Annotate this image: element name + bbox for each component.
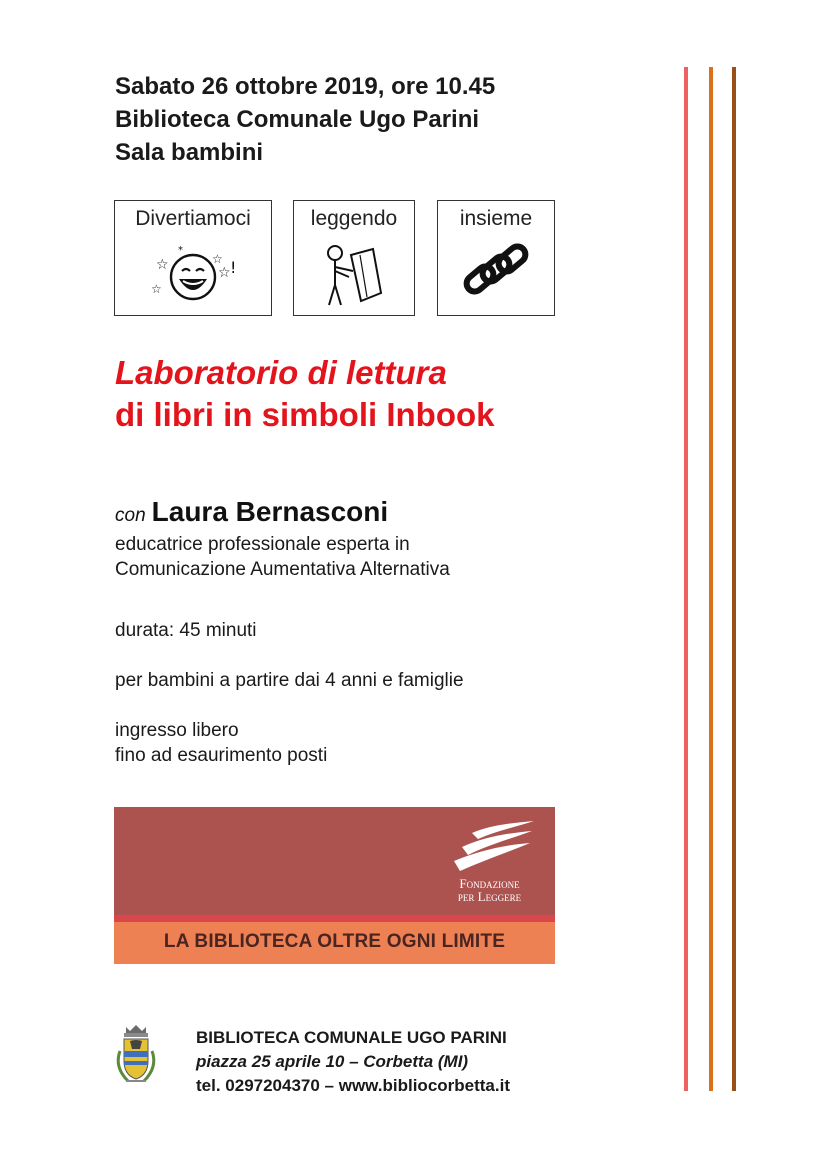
svg-text:☆: ☆ [156,257,169,273]
role-line-2: Comunicazione Aumentativa Alternativa [115,559,450,580]
decorative-line-orange [709,67,713,1091]
entry-line-2: fino ad esaurimento posti [115,745,328,766]
decorative-line-red [684,67,688,1091]
library-footer [196,1026,510,1098]
svg-text:☆: ☆ [151,282,162,296]
event-time: , ore 10.45 [377,73,496,100]
foundation-logo-text [432,877,547,903]
banner-stripe [114,915,555,922]
decorative-line-brown [732,67,736,1091]
entry-info [115,718,327,768]
presenter-prefix: con [115,505,146,526]
presenter [115,496,388,528]
library-address: piazza 25 aprile 10 – Corbetta (MI) [196,1052,469,1071]
duration-text: durata: 45 minuti [115,620,257,641]
svg-text:*: * [178,245,183,256]
event-date: Sabato 26 ottobre 2019 [115,73,378,100]
event-datetime [115,70,495,103]
entry-line-1: ingresso libero [115,720,239,741]
title-line-1: Laboratorio di lettura [115,354,447,391]
foundation-banner [114,807,555,964]
symbol-label: insieme [459,207,533,230]
symbol-label: leggendo [310,207,398,230]
symbol-card-divertiamoci [114,200,272,316]
library-contact: tel. 0297204370 – www.bibliocorbetta.it [196,1076,510,1095]
event-venue: Biblioteca Comunale Ugo Parini [115,106,480,133]
event-header [115,70,495,169]
event-title [115,352,495,436]
title-line-2: di libri in simboli Inbook [115,396,495,433]
audience-text: per bambini a partire dai 4 anni e famiglie [115,670,464,691]
svg-text:☆: ☆ [212,252,223,266]
library-name: BIBLIOTECA COMUNALE UGO PARINI [196,1028,507,1047]
presenter-role [115,532,450,582]
symbol-card-insieme [437,200,555,316]
symbol-card-leggendo [293,200,415,316]
laughing-face-icon [148,241,238,309]
svg-text:☆: ☆ [218,265,231,281]
event-room: Sala bambini [115,139,264,166]
person-reading-icon [319,241,389,309]
foundation-swoosh-logo-icon [450,819,536,877]
town-crest-logo-icon [112,1021,160,1089]
foundation-name-line-2: per Leggere [457,889,522,904]
banner-slogan: LA BIBLIOTECA OLTRE OGNI LIMITE [163,931,506,952]
role-line-1: educatrice professionale esperta in [115,534,410,555]
foundation-name-line-1: Fondazione [459,876,520,891]
svg-text:!: ! [230,258,237,277]
chain-links-icon [461,241,531,303]
presenter-name: Laura Bernasconi [151,496,389,527]
symbol-label: Divertiamoci [135,207,251,230]
